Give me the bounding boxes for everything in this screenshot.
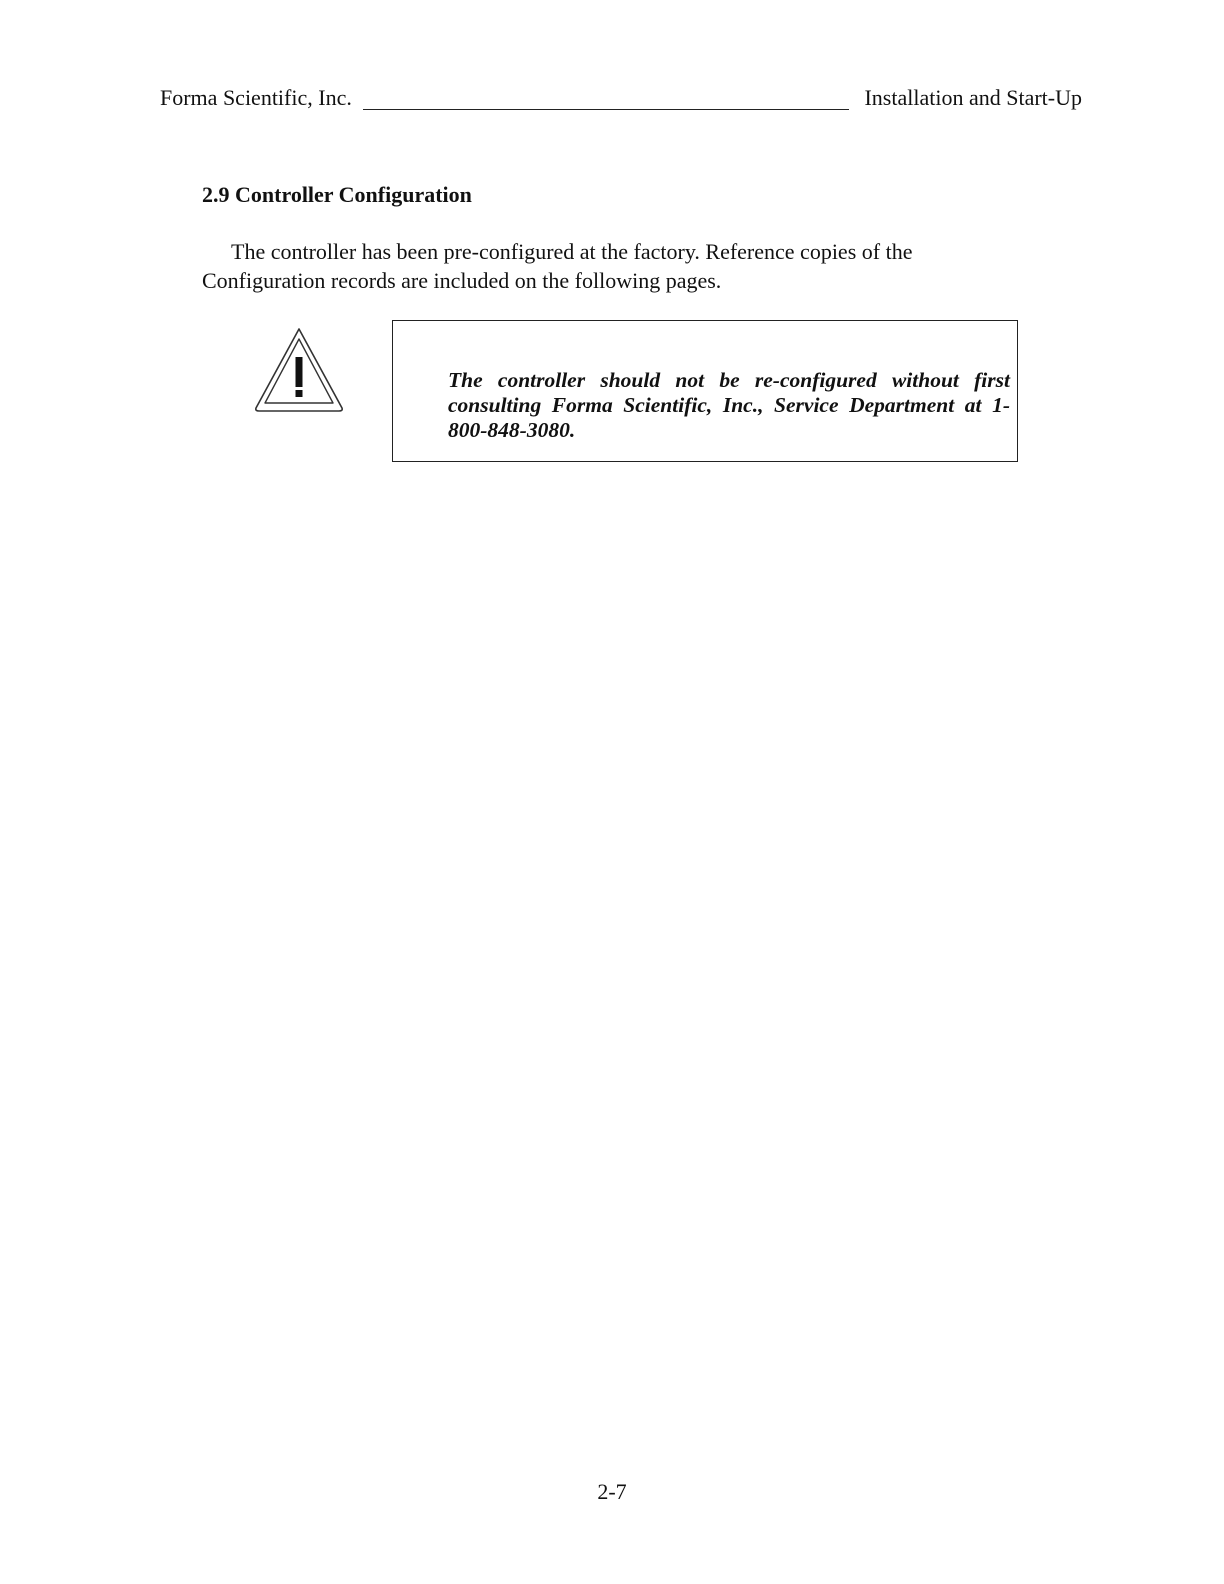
warning-box	[392, 320, 1018, 462]
section-body-paragraph: The controller has been pre-configured at the factory. Reference copies of the Configuration records are included on the following pages.	[202, 239, 913, 293]
warning-triangle-icon	[253, 326, 345, 414]
warning-text: The controller should not be re-configured without first consulting Forma Scientific, Inc., Service Department at 1-800-848-3080.	[448, 368, 1010, 442]
section-title: 2.9 Controller Configuration	[202, 182, 472, 207]
header-rule	[363, 109, 849, 110]
header-chapter-title: Installation and Start-Up	[864, 85, 1082, 110]
page-number: 2-7	[597, 1479, 627, 1504]
header-company-name: Forma Scientific, Inc.	[160, 85, 352, 110]
page-header	[160, 84, 1082, 114]
